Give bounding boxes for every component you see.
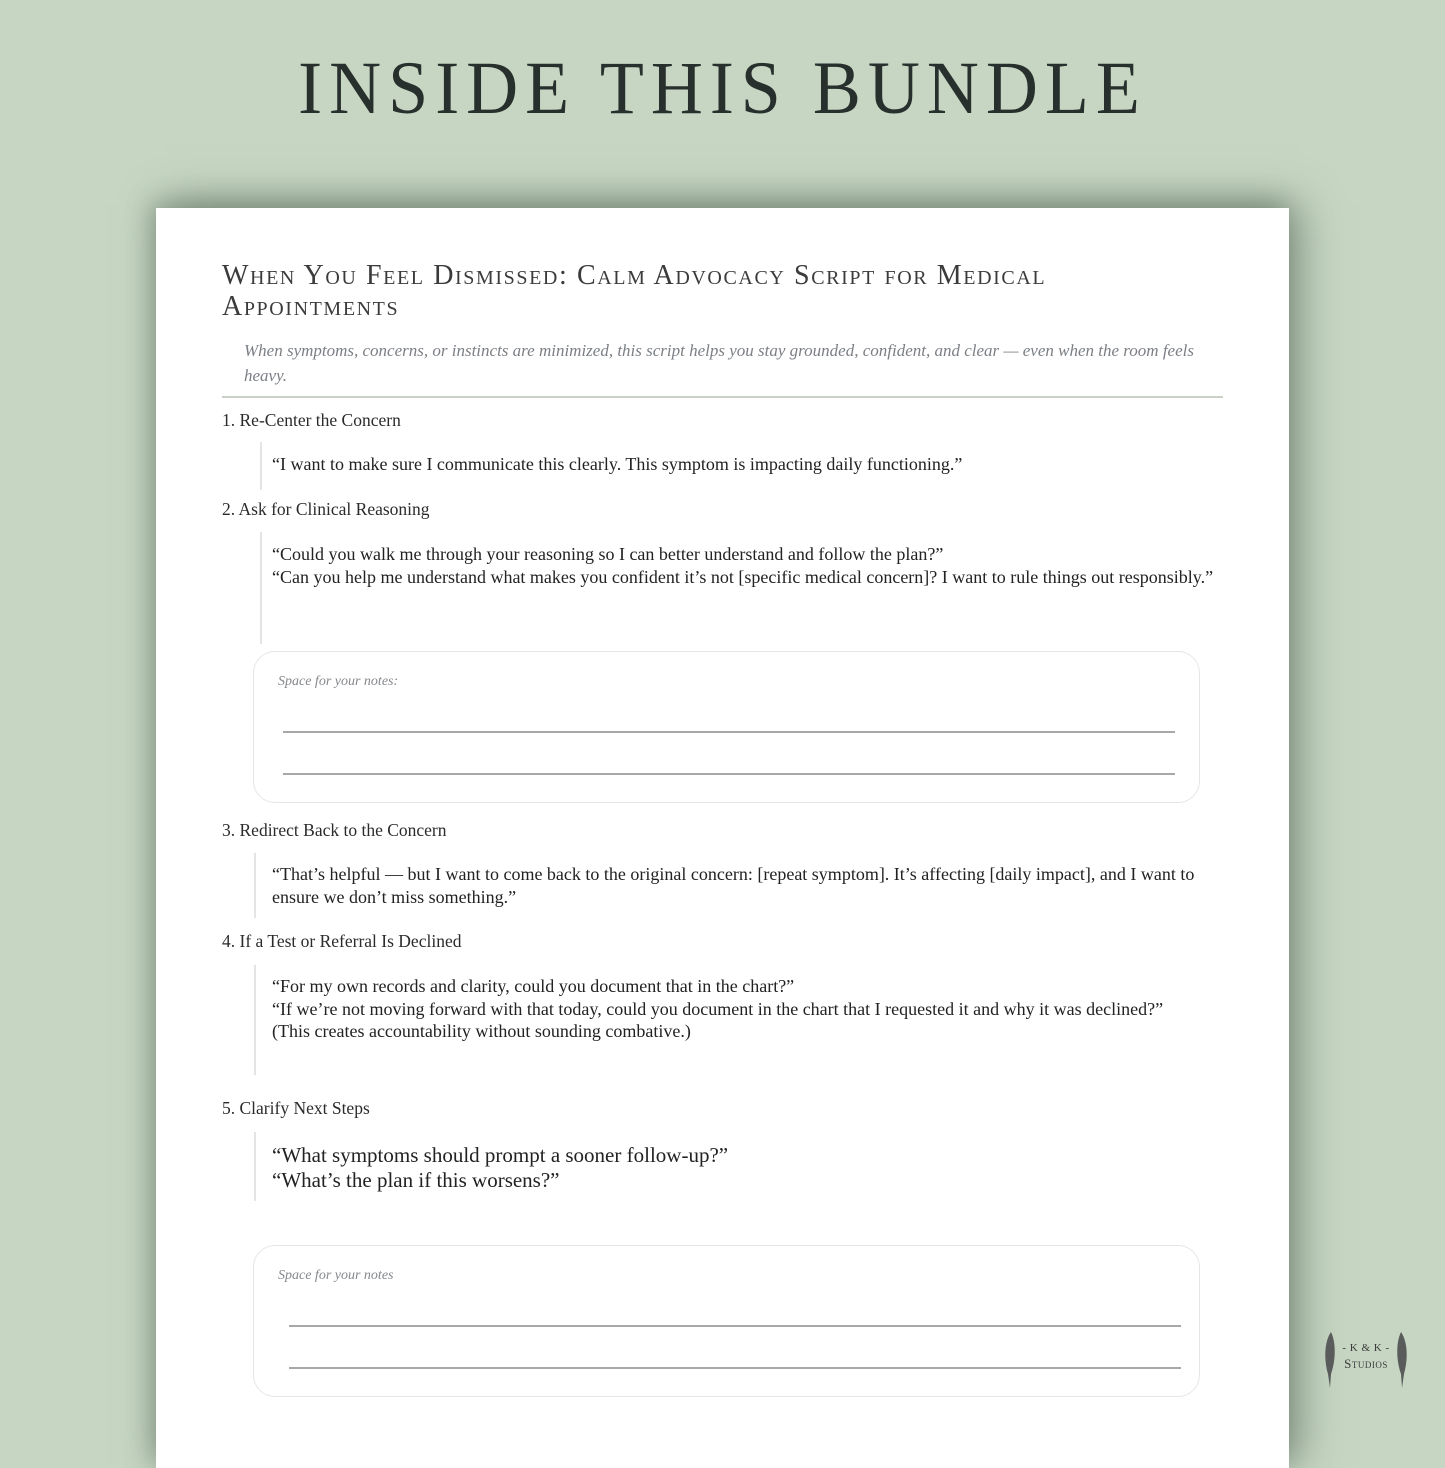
section-heading-4: 4. If a Test or Referral Is Declined xyxy=(222,931,462,951)
quote-line: “Could you walk me through your reasoning so I can better understand and follow the plan?” xyxy=(272,544,944,564)
notes-writing-line[interactable] xyxy=(289,1367,1181,1369)
studio-logo xyxy=(1322,1330,1410,1390)
document-subtitle: When symptoms, concerns, or instincts are minimized, this script helps you stay grounded, confident, and clear — even when the room feels heavy. xyxy=(244,341,1194,385)
quote-line: “What’s the plan if this worsens?” xyxy=(272,1168,560,1192)
quote-line: “What symptoms should prompt a sooner follow-up?” xyxy=(272,1143,729,1167)
notes-label: Space for your notes: xyxy=(278,674,399,689)
notes-box-1[interactable] xyxy=(253,651,1200,803)
quote-line: “That’s helpful — but I want to come back to the original concern: [repeat symptom]. It’s affecting [daily impact], and I want to ensure we don’t miss something.” xyxy=(272,864,1195,907)
quote-line: “Can you help me understand what makes you confident it’s not [specific medical concern]? I want to rule things out responsibly.” xyxy=(272,566,1214,587)
feather-icon xyxy=(1394,1330,1410,1390)
quote-line: (This creates accountability without sounding combative.) xyxy=(272,1021,691,1041)
logo-line-2: Studios xyxy=(1344,1356,1388,1371)
section-quote-5 xyxy=(254,1132,1222,1201)
document-page xyxy=(156,208,1289,1468)
logo-text xyxy=(1340,1340,1392,1372)
quote-line: “For my own records and clarity, could you document that in the chart?” xyxy=(272,976,795,996)
banner-title: INSIDE THIS BUNDLE xyxy=(298,46,1147,130)
feather-icon xyxy=(1322,1330,1338,1390)
notes-box-2[interactable] xyxy=(253,1245,1200,1397)
notes-writing-line[interactable] xyxy=(289,1325,1181,1327)
quote-line: “If we’re not moving forward with that today, could you document in the chart that I requested it and why it was declined?” xyxy=(272,998,1164,1019)
section-heading-3: 3. Redirect Back to the Concern xyxy=(222,820,447,840)
section-quote-3 xyxy=(254,853,1222,918)
document-title: When You Feel Dismissed: Calm Advocacy Script for Medical Appointments xyxy=(222,260,1047,322)
section-quote-4 xyxy=(254,965,1222,1075)
section-heading-1: 1. Re-Center the Concern xyxy=(222,410,401,430)
logo-line-1: - K & K - xyxy=(1342,1342,1390,1354)
notes-writing-line[interactable] xyxy=(283,773,1175,775)
quote-line: “I want to make sure I communicate this clearly. This symptom is impacting daily functioning.” xyxy=(272,454,963,474)
divider xyxy=(222,396,1223,398)
section-heading-5: 5. Clarify Next Steps xyxy=(222,1098,370,1118)
notes-label: Space for your notes xyxy=(278,1268,394,1283)
notes-writing-line[interactable] xyxy=(283,731,1175,733)
section-quote-2 xyxy=(260,532,1222,644)
section-heading-2: 2. Ask for Clinical Reasoning xyxy=(222,499,430,519)
section-quote-1 xyxy=(260,442,1222,490)
